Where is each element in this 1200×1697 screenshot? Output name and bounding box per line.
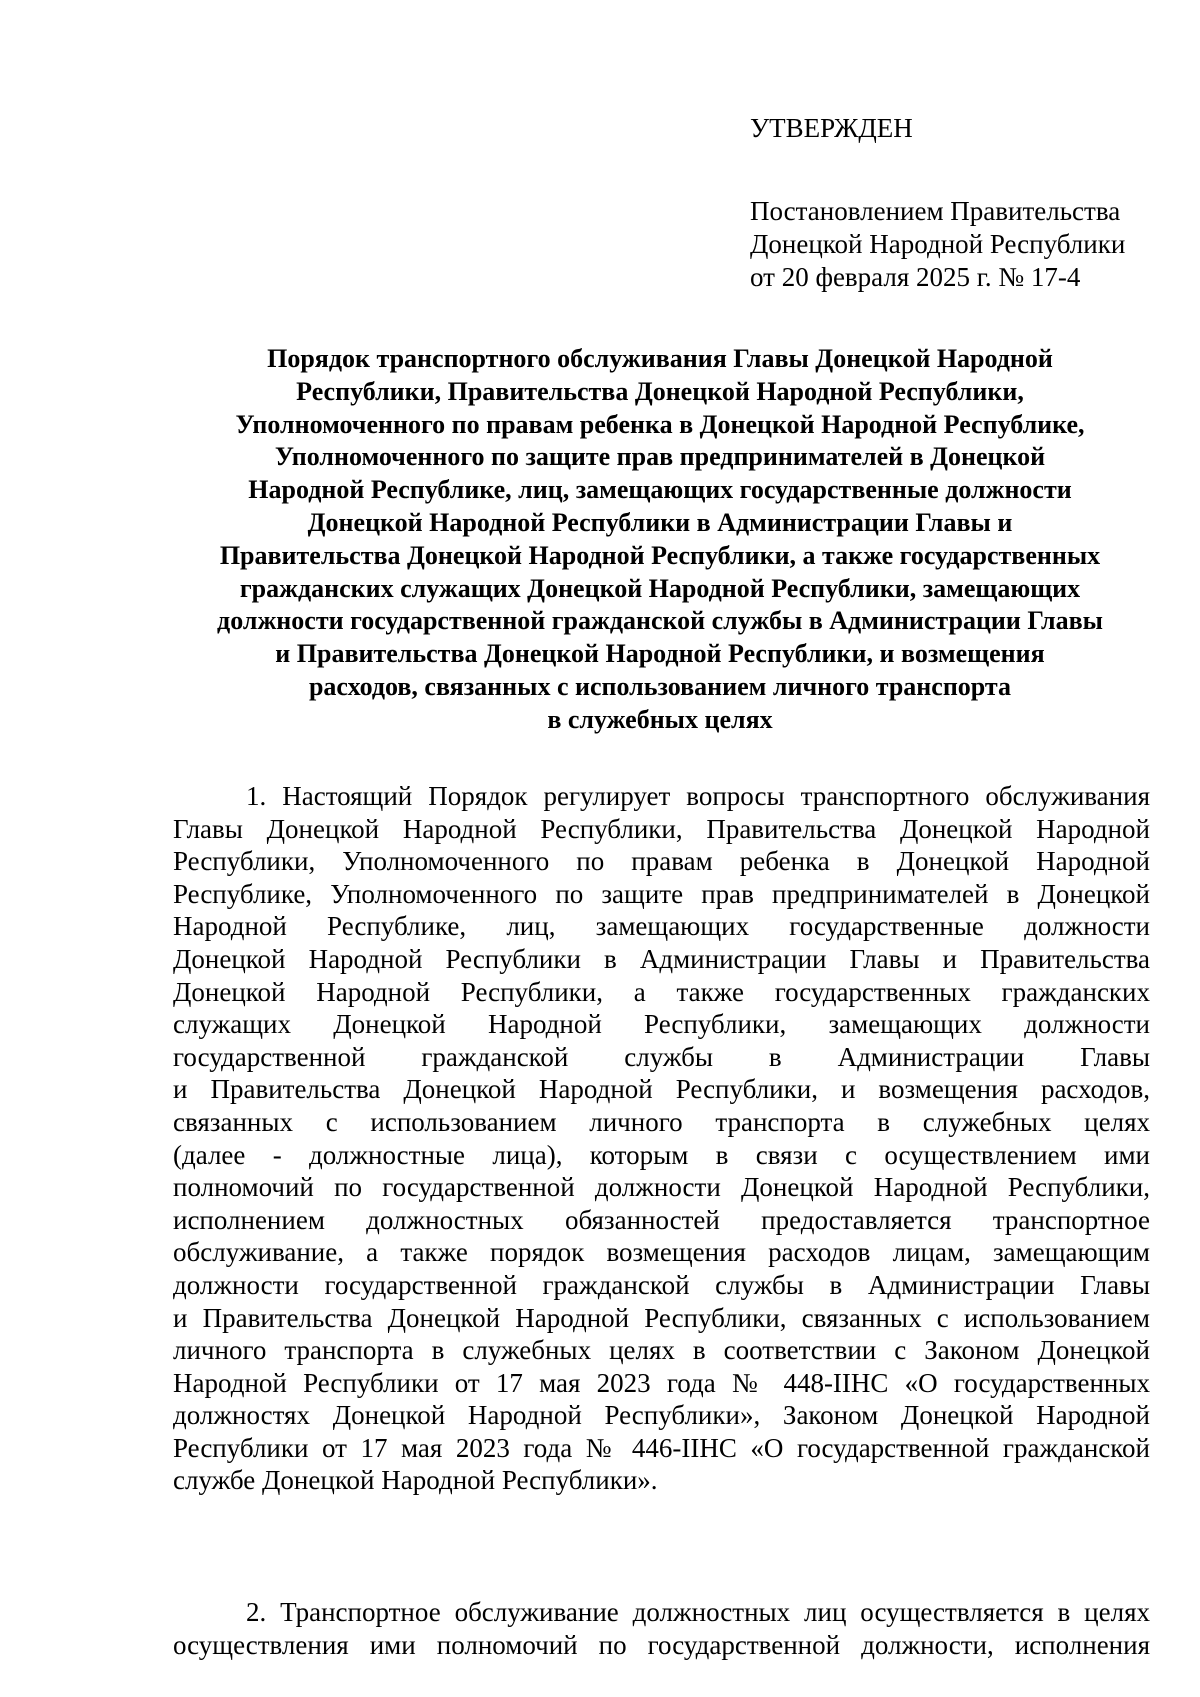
title-line: Уполномоченного по защите прав предпринимателей в Донецкой [274,442,1046,472]
paragraph-line: исполнением должностных обязанностей предоставляется транспортное [173,1204,1150,1235]
paragraph-line: и Правительства Донецкой Народной Республики, и возмещения расходов, [173,1074,1150,1105]
paragraph-1 [173,780,1150,1497]
document-title [165,343,1155,737]
paragraph-line: (далее - должностные лица), которым в связи с осуществлением ими [173,1139,1150,1170]
paragraph-line: службе Донецкой Народной Республики». [173,1465,658,1496]
approval-line: от 20 февраля 2025 г. № 17-4 [750,262,1081,292]
paragraph-line: полномочий по государственной должности Донецкой Народной Республики, [173,1172,1150,1203]
paragraph-line: должности государственной гражданской службы в Администрации Главы [173,1269,1150,1300]
title-line: Уполномоченного по правам ребенка в Донецкой Народной Республике, [235,409,1085,439]
paragraph-2 [173,1596,1150,1661]
paragraph-line: Донецкой Народной Республики, а также государственных гражданских [173,976,1150,1007]
paragraph-line: государственной гражданской службы в Администрации Главы [173,1041,1150,1072]
title-line: в служебных целях [547,704,773,734]
approval-line: Постановлением Правительства [750,196,1121,226]
approval-stamp: УТВЕРЖДЕН [750,113,913,143]
paragraph-line: Республике, Уполномоченного по защите прав предпринимателей в Донецкой [173,878,1150,909]
title-line: Народной Республике, лиц, замещающих государственные должности [248,475,1072,505]
title-line: Республики, Правительства Донецкой Народной Республики, [296,376,1024,406]
approval-line: Донецкой Народной Республики [750,229,1126,259]
paragraph-line: Донецкой Народной Республики в Администрации Главы и Правительства [173,943,1150,974]
paragraph-line: Республики от 17 мая 2023 года № 446-IIНС «О государственной гражданской [173,1432,1150,1463]
paragraph-line: Народной Республики от 17 мая 2023 года № 448-IIНС «О государственных [173,1367,1150,1398]
title-line: и Правительства Донецкой Народной Республики, и возмещения [275,639,1045,669]
paragraph-line: Республики, Уполномоченного по правам ребенка в Донецкой Народной [173,846,1150,877]
paragraph-line: личного транспорта в служебных целях в соответствии с Законом Донецкой [173,1335,1150,1366]
paragraph-line: и Правительства Донецкой Народной Республики, связанных с использованием [173,1302,1150,1333]
paragraph-line: осуществления ими полномочий по государственной должности, исполнения [173,1629,1150,1660]
paragraph-line: служащих Донецкой Народной Республики, замещающих должности [173,1009,1150,1040]
paragraph-line: Народной Республике, лиц, замещающих государственные должности [173,911,1150,942]
paragraph-line: должностях Донецкой Народной Республики», Законом Донецкой Народной [173,1400,1150,1431]
paragraph-line: обслуживание, а также порядок возмещения расходов лицам, замещающим [173,1237,1150,1268]
paragraph-line: 1. Настоящий Порядок регулирует вопросы транспортного обслуживания [246,781,1150,811]
title-line: гражданских служащих Донецкой Народной Республики, замещающих [239,573,1081,603]
title-line: должности государственной гражданской службы в Администрации Главы [217,606,1103,636]
paragraph-line: 2. Транспортное обслуживание должностных лиц осуществляется в целях [246,1597,1150,1627]
title-line: Правительства Донецкой Народной Республики, а также государственных [219,540,1101,570]
title-line: расходов, связанных с использованием личного транспорта [308,671,1012,701]
title-line: Порядок транспортного обслуживания Главы Донецкой Народной [267,344,1053,373]
paragraph-line: Главы Донецкой Народной Республики, Правительства Донецкой Народной [173,813,1150,844]
approval-block [750,112,1180,294]
paragraph-line: связанных с использованием личного транспорта в служебных целях [173,1106,1150,1137]
title-line: Донецкой Народной Республики в Администрации Главы и [307,507,1013,537]
